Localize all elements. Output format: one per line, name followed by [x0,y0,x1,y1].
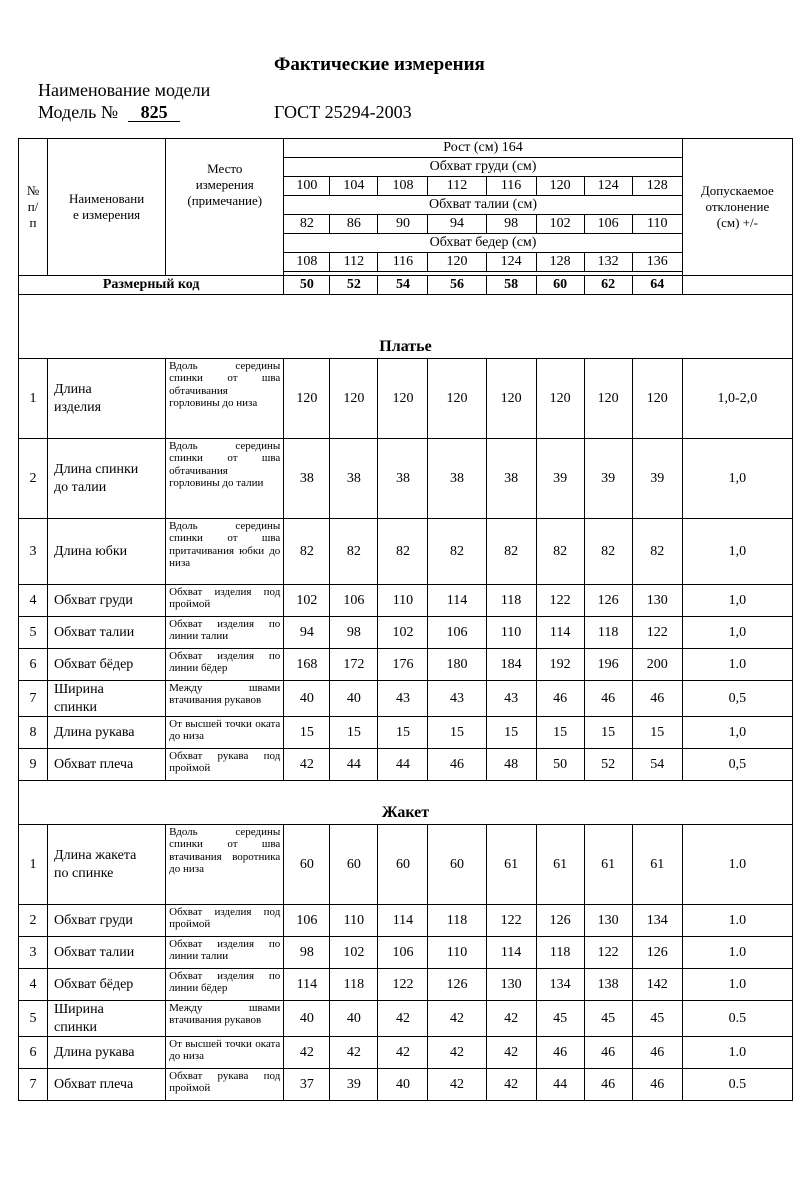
measurement-row [19,519,793,585]
measurement-name: Обхват бёдер [48,969,166,1001]
measurement-place: Обхват изделия по линии бёдер [166,969,284,1001]
tolerance-value: 1.0 [682,1037,792,1069]
measurement-value: 15 [486,717,536,749]
tolerance-value: 1.0 [682,969,792,1001]
measurement-value: 60 [428,825,486,905]
measurement-row [19,749,793,781]
measurement-value: 38 [378,439,428,519]
measurement-value: 15 [584,717,632,749]
measurement-name: Обхват талии [48,937,166,969]
chest-value: 120 [536,177,584,196]
measurement-value: 82 [486,519,536,585]
measurement-value: 40 [330,1001,378,1037]
measurement-value: 82 [632,519,682,585]
measurement-value: 52 [584,749,632,781]
measurement-value: 42 [284,749,330,781]
measurement-value: 46 [632,681,682,717]
tolerance-value: 0.5 [682,1001,792,1037]
measurement-value: 126 [584,585,632,617]
height-header: Рост (см) 164 [284,139,682,158]
measurement-value: 15 [284,717,330,749]
measurement-value: 196 [584,649,632,681]
waist-value: 102 [536,215,584,234]
measurement-place: Обхват рукава под проймой [166,749,284,781]
tolerance-value: 0,5 [682,749,792,781]
row-number: 3 [19,937,48,969]
measurement-value: 42 [486,1001,536,1037]
measurement-value: 180 [428,649,486,681]
size-code-row [19,276,793,295]
measurement-name: Обхват груди [48,905,166,937]
section-title-row [19,781,793,825]
measurement-value: 39 [330,1069,378,1101]
measurement-name: Обхват плеча [48,1069,166,1101]
header-row-height [19,139,793,158]
measurement-value: 134 [536,969,584,1001]
measurement-value: 114 [428,585,486,617]
tolerance-value: 1,0 [682,585,792,617]
measurement-value: 40 [378,1069,428,1101]
measurement-value: 168 [284,649,330,681]
measurement-value: 42 [284,1037,330,1069]
row-number: 7 [19,681,48,717]
measurement-value: 118 [536,937,584,969]
tolerance-value: 1.0 [682,937,792,969]
measurement-row [19,617,793,649]
measurement-name: Обхват талии [48,617,166,649]
row-number: 7 [19,1069,48,1101]
waist-value: 82 [284,215,330,234]
measurement-value: 45 [584,1001,632,1037]
size-code: 56 [428,276,486,295]
chest-value: 116 [486,177,536,196]
column-number-header: № п/ п [19,139,48,276]
chest-value: 104 [330,177,378,196]
measurement-value: 40 [330,681,378,717]
column-name-header: Наименовани е измерения [48,139,166,276]
row-number: 5 [19,1001,48,1037]
measurement-place: Вдоль середины спинки от шва обтачивания горловины до низа [166,359,284,439]
measurement-value: 106 [284,905,330,937]
measurement-value: 60 [378,825,428,905]
measurement-name: Длина жакета по спинке [48,825,166,905]
chest-value: 124 [584,177,632,196]
measurement-value: 46 [428,749,486,781]
section-title: Жакет [19,781,793,825]
measurement-value: 42 [378,1001,428,1037]
measurement-row [19,905,793,937]
row-number: 9 [19,749,48,781]
measurement-value: 15 [632,717,682,749]
measurement-place: Обхват изделия под проймой [166,585,284,617]
measurement-value: 130 [584,905,632,937]
waist-value: 106 [584,215,632,234]
measurement-place: Между швами втачивания рукавов [166,681,284,717]
measurement-value: 42 [428,1001,486,1037]
measurement-row [19,937,793,969]
measurement-value: 61 [584,825,632,905]
tolerance-value: 1.0 [682,905,792,937]
hips-value: 128 [536,253,584,272]
measurement-place: Обхват изделия по линии талии [166,617,284,649]
measurement-value: 48 [486,749,536,781]
measurement-value: 94 [284,617,330,649]
measurement-value: 38 [486,439,536,519]
measurement-value: 114 [486,937,536,969]
hips-value: 108 [284,253,330,272]
row-number: 8 [19,717,48,749]
measurement-value: 82 [428,519,486,585]
measurement-row [19,1069,793,1101]
measurement-value: 138 [584,969,632,1001]
measurement-place: Между швами втачивания рукавов [166,1001,284,1037]
measurement-value: 114 [536,617,584,649]
size-code: 62 [584,276,632,295]
page-title: Фактические измерения [274,54,485,75]
measurement-value: 43 [486,681,536,717]
chest-value: 108 [378,177,428,196]
measurement-value: 172 [330,649,378,681]
measurement-value: 176 [378,649,428,681]
waist-value: 94 [428,215,486,234]
measurement-value: 39 [584,439,632,519]
waist-value: 110 [632,215,682,234]
section-title-row [19,295,793,359]
measurement-value: 122 [632,617,682,649]
measurements-table [18,138,793,1101]
measurement-value: 106 [378,937,428,969]
size-code-label: Размерный код [19,276,284,295]
measurement-value: 130 [486,969,536,1001]
measurement-value: 82 [378,519,428,585]
measurement-value: 46 [632,1037,682,1069]
measurement-place: Вдоль середины спинки от шва втачивания воротника до низа [166,825,284,905]
row-number: 5 [19,617,48,649]
measurement-value: 134 [632,905,682,937]
waist-value: 86 [330,215,378,234]
row-number: 6 [19,649,48,681]
measurement-value: 118 [428,905,486,937]
section-title: Платье [19,295,793,359]
measurement-value: 110 [330,905,378,937]
measurement-value: 60 [284,825,330,905]
measurement-place: Обхват рукава под проймой [166,1069,284,1101]
tolerance-value: 0.5 [682,1069,792,1101]
tolerance-value: 1.0 [682,825,792,905]
measurement-value: 110 [378,585,428,617]
size-code: 52 [330,276,378,295]
measurement-value: 15 [428,717,486,749]
measurement-value: 122 [486,905,536,937]
measurement-value: 120 [632,359,682,439]
measurement-name: Обхват плеча [48,749,166,781]
measurement-value: 110 [486,617,536,649]
row-number: 1 [19,825,48,905]
measurement-value: 46 [536,681,584,717]
measurement-row [19,1037,793,1069]
size-code-empty [682,276,792,295]
row-number: 4 [19,585,48,617]
measurement-name: Обхват груди [48,585,166,617]
measurement-row [19,681,793,717]
measurement-value: 44 [330,749,378,781]
measurement-name: Длина спинки до талии [48,439,166,519]
measurement-value: 42 [486,1069,536,1101]
measurement-value: 61 [632,825,682,905]
measurement-value: 45 [536,1001,584,1037]
measurement-value: 40 [284,1001,330,1037]
model-name-label: Наименование модели [38,80,211,100]
measurement-value: 54 [632,749,682,781]
measurement-row [19,969,793,1001]
measurement-row [19,585,793,617]
measurement-value: 15 [378,717,428,749]
measurement-value: 43 [378,681,428,717]
row-number: 2 [19,905,48,937]
measurement-value: 184 [486,649,536,681]
tolerance-value: 0,5 [682,681,792,717]
measurement-value: 102 [378,617,428,649]
measurement-value: 98 [330,617,378,649]
measurement-name: Длина рукава [48,1037,166,1069]
gost-standard: ГОСТ 25294-2003 [274,102,412,122]
tolerance-value: 1,0 [682,519,792,585]
measurement-value: 114 [378,905,428,937]
measurement-name: Длина изделия [48,359,166,439]
row-number: 4 [19,969,48,1001]
chest-value: 112 [428,177,486,196]
row-number: 3 [19,519,48,585]
measurement-row [19,649,793,681]
model-number-line [38,102,180,123]
measurement-place: От высшей точки оката до низа [166,1037,284,1069]
measurement-row [19,439,793,519]
measurement-place: Вдоль середины спинки от шва обтачивания горловины до талии [166,439,284,519]
hips-value: 136 [632,253,682,272]
measurement-value: 45 [632,1001,682,1037]
measurement-value: 192 [536,649,584,681]
measurement-value: 120 [486,359,536,439]
measurement-value: 61 [486,825,536,905]
model-number-value: 825 [128,104,180,122]
size-code: 64 [632,276,682,295]
measurement-value: 126 [536,905,584,937]
measurement-value: 118 [486,585,536,617]
size-code: 50 [284,276,330,295]
waist-value: 90 [378,215,428,234]
measurement-name: Ширина спинки [48,681,166,717]
size-code: 54 [378,276,428,295]
measurement-name: Ширина спинки [48,1001,166,1037]
measurement-value: 122 [536,585,584,617]
size-code: 58 [486,276,536,295]
chest-value: 100 [284,177,330,196]
measurement-value: 42 [378,1037,428,1069]
measurement-name: Длина юбки [48,519,166,585]
tolerance-value: 1,0 [682,439,792,519]
measurement-value: 82 [284,519,330,585]
measurement-value: 39 [536,439,584,519]
measurement-value: 50 [536,749,584,781]
measurement-value: 120 [378,359,428,439]
measurement-value: 44 [378,749,428,781]
measurement-value: 122 [584,937,632,969]
measurement-name: Длина рукава [48,717,166,749]
measurement-value: 42 [330,1037,378,1069]
measurement-value: 106 [428,617,486,649]
measurement-value: 38 [428,439,486,519]
measurement-value: 82 [536,519,584,585]
measurement-value: 82 [330,519,378,585]
measurement-value: 46 [536,1037,584,1069]
measurement-place: Обхват изделия по линии талии [166,937,284,969]
measurement-value: 15 [536,717,584,749]
measurement-value: 120 [536,359,584,439]
measurement-value: 102 [284,585,330,617]
measurement-place: Вдоль середины спинки от шва притачивания юбки до низа [166,519,284,585]
column-tolerance-header: Допускаемое отклонение (см) +/- [682,139,792,276]
measurement-value: 44 [536,1069,584,1101]
measurement-value: 120 [584,359,632,439]
measurement-value: 60 [330,825,378,905]
measurement-value: 120 [428,359,486,439]
measurement-value: 37 [284,1069,330,1101]
measurement-value: 114 [284,969,330,1001]
measurement-value: 42 [486,1037,536,1069]
measurement-place: Обхват изделия под проймой [166,905,284,937]
measurement-value: 39 [632,439,682,519]
measurement-value: 46 [584,1069,632,1101]
measurement-value: 200 [632,649,682,681]
measurement-value: 46 [584,1037,632,1069]
hips-value: 124 [486,253,536,272]
tolerance-value: 1,0 [682,617,792,649]
hips-header: Обхват бедер (см) [284,234,682,253]
measurement-value: 118 [330,969,378,1001]
row-number: 6 [19,1037,48,1069]
waist-value: 98 [486,215,536,234]
measurement-value: 38 [284,439,330,519]
hips-value: 132 [584,253,632,272]
measurement-value: 120 [330,359,378,439]
model-number-label: Модель № [38,102,119,122]
measurement-value: 126 [632,937,682,969]
measurement-value: 61 [536,825,584,905]
tolerance-value: 1,0-2,0 [682,359,792,439]
measurement-value: 38 [330,439,378,519]
row-number: 1 [19,359,48,439]
row-number: 2 [19,439,48,519]
measurement-value: 110 [428,937,486,969]
measurement-value: 42 [428,1037,486,1069]
measurement-value: 130 [632,585,682,617]
chest-value: 128 [632,177,682,196]
hips-value: 120 [428,253,486,272]
measurement-value: 118 [584,617,632,649]
measurement-value: 40 [284,681,330,717]
measurement-value: 15 [330,717,378,749]
measurement-value: 120 [284,359,330,439]
measurement-value: 42 [428,1069,486,1101]
measurement-name: Обхват бёдер [48,649,166,681]
measurement-value: 82 [584,519,632,585]
measurement-place: От высшей точки оката до низа [166,717,284,749]
hips-value: 112 [330,253,378,272]
measurement-value: 46 [632,1069,682,1101]
waist-header: Обхват талии (см) [284,196,682,215]
tolerance-value: 1.0 [682,649,792,681]
measurement-row [19,825,793,905]
tolerance-value: 1,0 [682,717,792,749]
measurement-value: 106 [330,585,378,617]
measurement-value: 98 [284,937,330,969]
measurement-value: 142 [632,969,682,1001]
measurement-value: 122 [378,969,428,1001]
chest-header: Обхват груди (см) [284,158,682,177]
measurement-place: Обхват изделия по линии бёдер [166,649,284,681]
column-place-header: Место измерения (примечание) [166,139,284,276]
measurement-value: 126 [428,969,486,1001]
measurement-value: 46 [584,681,632,717]
measurement-row [19,359,793,439]
size-code: 60 [536,276,584,295]
measurement-row [19,717,793,749]
measurement-row [19,1001,793,1037]
hips-value: 116 [378,253,428,272]
measurement-value: 102 [330,937,378,969]
measurement-value: 43 [428,681,486,717]
